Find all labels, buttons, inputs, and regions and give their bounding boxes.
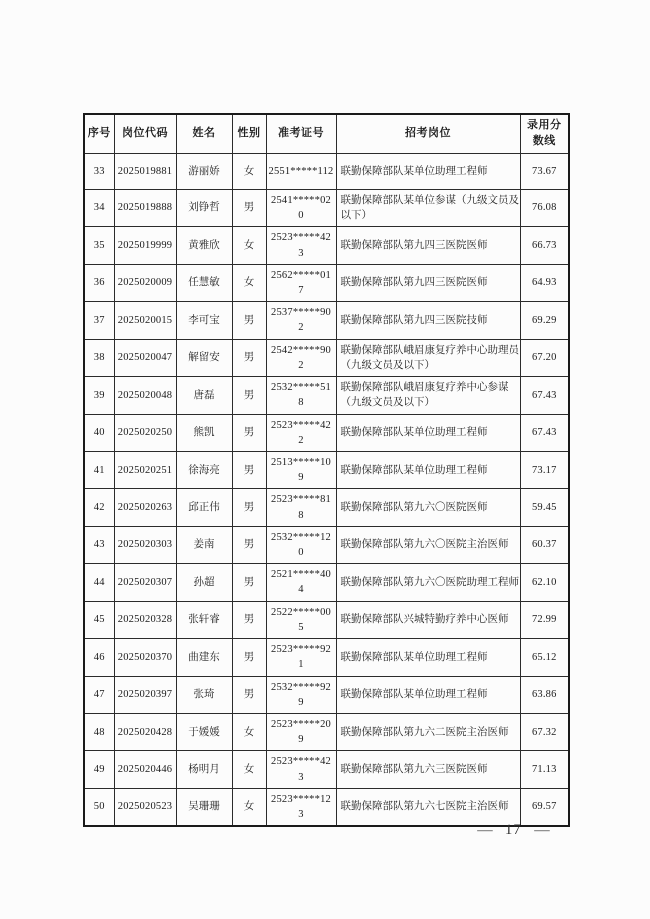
cell-code: 2025020397 xyxy=(114,676,176,713)
cell-code: 2025020251 xyxy=(114,451,176,488)
cell-code: 2025020428 xyxy=(114,714,176,751)
table-row xyxy=(84,639,569,676)
cell-gender: 男 xyxy=(232,676,266,713)
cell-index: 46 xyxy=(84,639,114,676)
cell-gender: 女 xyxy=(232,751,266,788)
cell-gender: 女 xyxy=(232,264,266,301)
cell-gender: 女 xyxy=(232,788,266,826)
cell-index: 37 xyxy=(84,302,114,339)
cell-score: 76.08 xyxy=(520,189,569,226)
table-row xyxy=(84,451,569,488)
cell-code: 2025020009 xyxy=(114,264,176,301)
cell-gender: 男 xyxy=(232,601,266,638)
table-row xyxy=(84,788,569,826)
cell-ticket: 2521*****404 xyxy=(266,564,336,601)
cell-code: 2025020048 xyxy=(114,377,176,414)
cell-score: 67.43 xyxy=(520,377,569,414)
cell-name: 邱正伟 xyxy=(176,489,232,526)
cell-ticket: 2532*****929 xyxy=(266,676,336,713)
cell-code: 2025020303 xyxy=(114,526,176,563)
cell-score: 65.12 xyxy=(520,639,569,676)
cell-position: 联勤保障部队第九六二医院主治医师 xyxy=(336,714,520,751)
cell-score: 73.67 xyxy=(520,153,569,189)
cell-name: 熊凯 xyxy=(176,414,232,451)
table-row xyxy=(84,414,569,451)
column-header-ticket: 准考证号 xyxy=(266,114,336,153)
table-row xyxy=(84,227,569,264)
cell-index: 35 xyxy=(84,227,114,264)
cell-ticket: 2532*****120 xyxy=(266,526,336,563)
cell-score: 69.29 xyxy=(520,302,569,339)
cell-index: 45 xyxy=(84,601,114,638)
cell-position: 联勤保障部队第九六七医院主治医师 xyxy=(336,788,520,826)
cell-ticket: 2542*****902 xyxy=(266,339,336,376)
cell-gender: 男 xyxy=(232,451,266,488)
cell-name: 唐磊 xyxy=(176,377,232,414)
cell-score: 67.20 xyxy=(520,339,569,376)
cell-name: 吴珊珊 xyxy=(176,788,232,826)
cell-gender: 男 xyxy=(232,302,266,339)
cell-index: 41 xyxy=(84,451,114,488)
score-table xyxy=(83,113,570,827)
cell-code: 2025020307 xyxy=(114,564,176,601)
cell-score: 64.93 xyxy=(520,264,569,301)
cell-code: 2025020328 xyxy=(114,601,176,638)
cell-code: 2025020523 xyxy=(114,788,176,826)
cell-score: 60.37 xyxy=(520,526,569,563)
cell-name: 刘铮哲 xyxy=(176,189,232,226)
cell-score: 69.57 xyxy=(520,788,569,826)
cell-ticket: 2532*****518 xyxy=(266,377,336,414)
cell-score: 67.32 xyxy=(520,714,569,751)
cell-position: 联勤保障部队第九四三医院技师 xyxy=(336,302,520,339)
cell-code: 2025020446 xyxy=(114,751,176,788)
table-row xyxy=(84,339,569,376)
cell-gender: 男 xyxy=(232,526,266,563)
cell-ticket: 2537*****902 xyxy=(266,302,336,339)
cell-name: 任慧敏 xyxy=(176,264,232,301)
cell-code: 2025020250 xyxy=(114,414,176,451)
cell-ticket: 2523*****123 xyxy=(266,788,336,826)
cell-gender: 女 xyxy=(232,714,266,751)
cell-position: 联勤保障部队第九六〇医院主治医师 xyxy=(336,526,520,563)
table-body xyxy=(84,153,569,826)
cell-name: 孙超 xyxy=(176,564,232,601)
table-row xyxy=(84,676,569,713)
cell-name: 杨明月 xyxy=(176,751,232,788)
cell-index: 43 xyxy=(84,526,114,563)
cell-index: 42 xyxy=(84,489,114,526)
cell-name: 姜南 xyxy=(176,526,232,563)
cell-code: 2025019888 xyxy=(114,189,176,226)
cell-score: 66.73 xyxy=(520,227,569,264)
cell-gender: 男 xyxy=(232,564,266,601)
column-header-code: 岗位代码 xyxy=(114,114,176,153)
cell-name: 黄雅欣 xyxy=(176,227,232,264)
page-number: 17 xyxy=(505,822,522,838)
cell-index: 38 xyxy=(84,339,114,376)
cell-index: 47 xyxy=(84,676,114,713)
page-number-dash-left: — xyxy=(477,822,493,838)
table-row xyxy=(84,377,569,414)
cell-ticket: 2513*****109 xyxy=(266,451,336,488)
table-row xyxy=(84,601,569,638)
table-row xyxy=(84,526,569,563)
cell-ticket: 2523*****422 xyxy=(266,414,336,451)
cell-position: 联勤保障部队某单位助理工程师 xyxy=(336,153,520,189)
cell-name: 于媛媛 xyxy=(176,714,232,751)
cell-gender: 女 xyxy=(232,227,266,264)
cell-position: 联勤保障部队某单位助理工程师 xyxy=(336,639,520,676)
cell-index: 44 xyxy=(84,564,114,601)
cell-position: 联勤保障部队某单位助理工程师 xyxy=(336,451,520,488)
cell-gender: 男 xyxy=(232,189,266,226)
cell-ticket: 2523*****423 xyxy=(266,751,336,788)
cell-name: 游丽娇 xyxy=(176,153,232,189)
cell-code: 2025020015 xyxy=(114,302,176,339)
cell-ticket: 2523*****921 xyxy=(266,639,336,676)
cell-ticket: 2562*****017 xyxy=(266,264,336,301)
table-row xyxy=(84,153,569,189)
table-row xyxy=(84,564,569,601)
table-row xyxy=(84,489,569,526)
table-row xyxy=(84,264,569,301)
cell-score: 73.17 xyxy=(520,451,569,488)
cell-position: 联勤保障部队峨眉康复疗养中心助理员（九级文员及以下） xyxy=(336,339,520,376)
cell-name: 解留安 xyxy=(176,339,232,376)
table-row xyxy=(84,714,569,751)
cell-gender: 女 xyxy=(232,153,266,189)
cell-name: 徐海亮 xyxy=(176,451,232,488)
cell-score: 59.45 xyxy=(520,489,569,526)
cell-position: 联勤保障部队某单位参谋（九级文员及以下） xyxy=(336,189,520,226)
cell-position: 联勤保障部队兴城特勤疗养中心医师 xyxy=(336,601,520,638)
cell-code: 2025019999 xyxy=(114,227,176,264)
table-row xyxy=(84,751,569,788)
page-number-dash-right: — xyxy=(533,822,550,838)
table-header xyxy=(84,114,569,153)
column-header-position: 招考岗位 xyxy=(336,114,520,153)
column-header-score: 录用分数线 xyxy=(520,114,569,153)
cell-ticket: 2523*****818 xyxy=(266,489,336,526)
cell-index: 39 xyxy=(84,377,114,414)
cell-position: 联勤保障部队第九四三医院医师 xyxy=(336,264,520,301)
cell-code: 2025020263 xyxy=(114,489,176,526)
cell-score: 71.13 xyxy=(520,751,569,788)
cell-position: 联勤保障部队第九六三医院医师 xyxy=(336,751,520,788)
cell-index: 34 xyxy=(84,189,114,226)
page-footer xyxy=(478,822,549,839)
cell-gender: 男 xyxy=(232,489,266,526)
cell-position: 联勤保障部队第九六〇医院助理工程师 xyxy=(336,564,520,601)
column-header-name: 姓名 xyxy=(176,114,232,153)
cell-gender: 男 xyxy=(232,414,266,451)
cell-name: 曲建东 xyxy=(176,639,232,676)
column-header-gender: 性别 xyxy=(232,114,266,153)
cell-position: 联勤保障部队峨眉康复疗养中心参谋（九级文员及以下） xyxy=(336,377,520,414)
cell-ticket: 2523*****209 xyxy=(266,714,336,751)
cell-score: 63.86 xyxy=(520,676,569,713)
cell-code: 2025020047 xyxy=(114,339,176,376)
cell-score: 62.10 xyxy=(520,564,569,601)
cell-code: 2025019881 xyxy=(114,153,176,189)
table-row xyxy=(84,302,569,339)
table-row xyxy=(84,189,569,226)
cell-position: 联勤保障部队某单位助理工程师 xyxy=(336,676,520,713)
cell-ticket: 2523*****423 xyxy=(266,227,336,264)
table-header-row xyxy=(84,114,569,153)
cell-ticket: 2551*****112 xyxy=(266,153,336,189)
cell-name: 李可宝 xyxy=(176,302,232,339)
cell-index: 36 xyxy=(84,264,114,301)
cell-index: 49 xyxy=(84,751,114,788)
cell-ticket: 2541*****020 xyxy=(266,189,336,226)
cell-index: 40 xyxy=(84,414,114,451)
column-header-index: 序号 xyxy=(84,114,114,153)
cell-position: 联勤保障部队某单位助理工程师 xyxy=(336,414,520,451)
cell-score: 67.43 xyxy=(520,414,569,451)
cell-gender: 男 xyxy=(232,339,266,376)
cell-name: 张轩睿 xyxy=(176,601,232,638)
cell-code: 2025020370 xyxy=(114,639,176,676)
cell-index: 33 xyxy=(84,153,114,189)
cell-index: 48 xyxy=(84,714,114,751)
cell-gender: 男 xyxy=(232,639,266,676)
cell-gender: 男 xyxy=(232,377,266,414)
cell-score: 72.99 xyxy=(520,601,569,638)
cell-position: 联勤保障部队第九六〇医院医师 xyxy=(336,489,520,526)
cell-name: 张琦 xyxy=(176,676,232,713)
cell-position: 联勤保障部队第九四三医院医师 xyxy=(336,227,520,264)
cell-index: 50 xyxy=(84,788,114,826)
cell-ticket: 2522*****005 xyxy=(266,601,336,638)
